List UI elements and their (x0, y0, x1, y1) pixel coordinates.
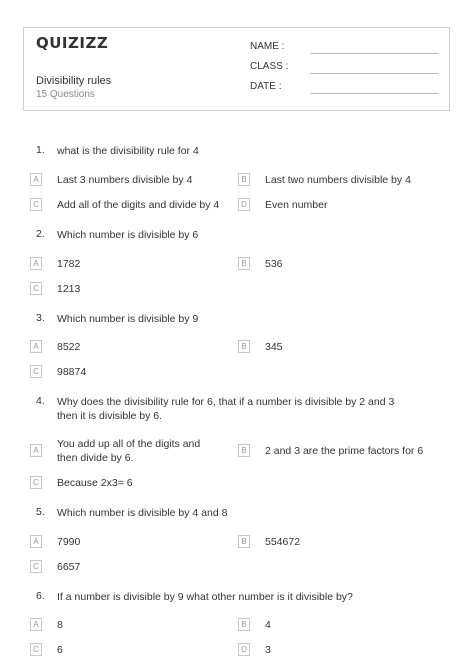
worksheet-header (23, 27, 450, 111)
option-text: You add up all of the digits and then divide by 6. (57, 438, 201, 464)
option-text: 6 (57, 644, 63, 656)
question-text: Which number is divisible by 6 (57, 229, 199, 241)
option-text: 345 (265, 341, 283, 353)
option-letter-box: A (30, 257, 42, 270)
option-text: 7990 (57, 536, 81, 548)
option-letter-box: B (238, 444, 250, 457)
option-letter-box: B (238, 340, 250, 353)
option-letter-box: B (238, 173, 250, 186)
question-text: Which number is divisible by 9 (57, 313, 199, 325)
date-field[interactable] (250, 81, 438, 95)
option-letter-box: A (30, 173, 42, 186)
option-letter-box: B (238, 257, 250, 270)
option-text: 1782 (57, 258, 81, 270)
worksheet-title: Divisibility rules (36, 75, 112, 87)
option-text: Last two numbers divisible by 4 (265, 174, 411, 186)
option-letter-box: A (30, 535, 42, 548)
option-letter-box: C (30, 476, 42, 489)
option-text: Last 3 numbers divisible by 4 (57, 174, 193, 186)
question-text: If a number is divisible by 9 what other number is it divisible by? (57, 591, 353, 603)
question-number: 1. (36, 144, 45, 156)
option-text: 8522 (57, 341, 81, 353)
question-text: Why does the divisibility rule for 6, that if a number is divisible by 2 and 3 then it is divisible by 6. (57, 396, 395, 422)
option-letter-box: A (30, 340, 42, 353)
option-letter-box: C (30, 198, 42, 211)
question-number: 4. (36, 395, 45, 407)
option-text: 536 (265, 258, 283, 270)
option-letter-box: C (30, 643, 42, 656)
option-text: Even number (265, 199, 328, 211)
option-letter-box: C (30, 282, 42, 295)
question-number: 6. (36, 590, 45, 602)
quizizz-logo: QUIZIZZ (36, 34, 109, 52)
class-field[interactable] (250, 61, 438, 75)
question-number: 3. (36, 312, 45, 324)
option-letter-box: D (238, 643, 250, 656)
question-count: 15 Questions (36, 89, 95, 100)
option-letter-box: D (238, 198, 250, 211)
option-text: 4 (265, 619, 271, 631)
option-letter-box: B (238, 618, 250, 631)
option-letter-box: C (30, 365, 42, 378)
option-text: Because 2x3= 6 (57, 477, 133, 489)
name-field[interactable] (250, 41, 438, 55)
option-text: 98874 (57, 366, 87, 378)
option-text: Add all of the digits and divide by 4 (57, 199, 220, 211)
option-text: 6657 (57, 561, 81, 573)
option-text: 8 (57, 619, 63, 631)
question-text: Which number is divisible by 4 and 8 (57, 507, 228, 519)
class-label: CLASS : (250, 61, 289, 72)
option-text: 3 (265, 644, 271, 656)
option-letter-box: C (30, 560, 42, 573)
option-text: 2 and 3 are the prime factors for 6 (265, 445, 424, 457)
question-number: 2. (36, 228, 45, 240)
option-letter-box: A (30, 618, 42, 631)
question-text: what is the divisibility rule for 4 (57, 145, 199, 157)
option-text: 1213 (57, 283, 81, 295)
question-number: 5. (36, 506, 45, 518)
date-label: DATE : (250, 81, 282, 92)
option-letter-box: A (30, 444, 42, 457)
option-text: 554672 (265, 536, 301, 548)
name-label: NAME : (250, 41, 285, 52)
option-letter-box: B (238, 535, 250, 548)
